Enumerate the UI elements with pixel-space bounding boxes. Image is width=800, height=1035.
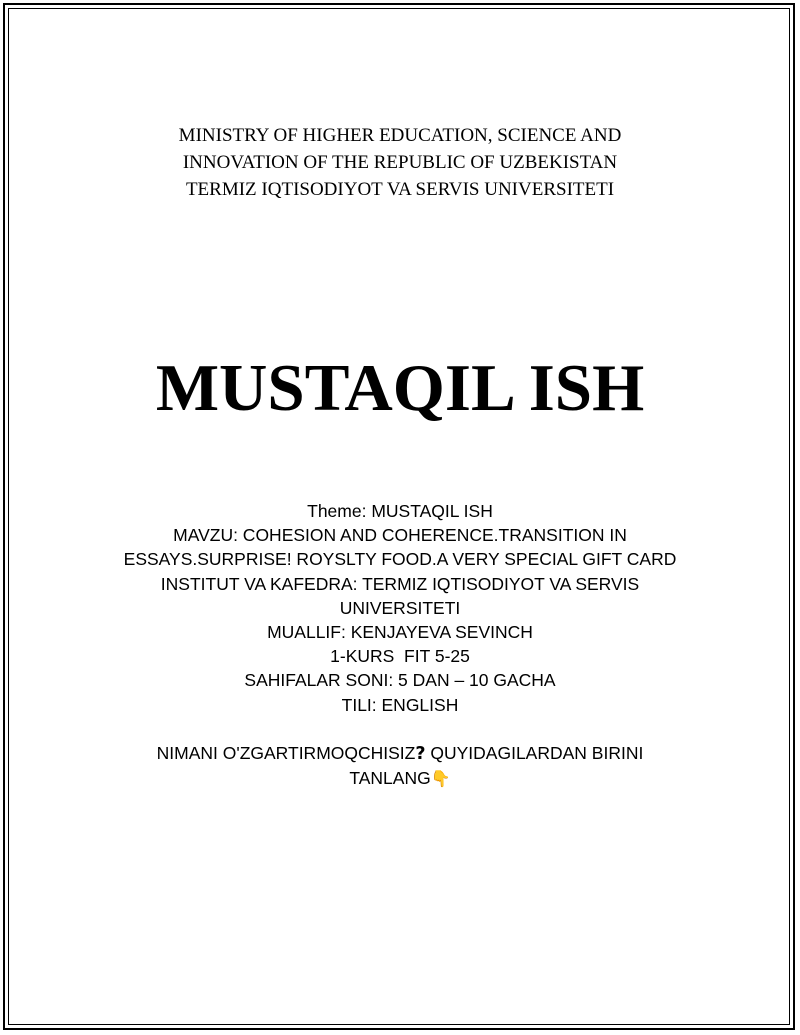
choice-prompt — [0, 741, 800, 791]
detail-mavzu-line1: MAVZU: COHESION AND COHERENCE.TRANSITION IN — [173, 525, 627, 546]
detail-mavzu-line2: ESSAYS.SURPRISE! ROYSLTY FOOD.A VERY SPECIAL GIFT CARD — [123, 549, 677, 570]
detail-institut-line2: UNIVERSITETI — [339, 597, 461, 618]
detail-tili: TILI: ENGLISH — [341, 694, 459, 715]
prompt-line1-rest: QUYIDAGILARDAN BIRINI — [425, 743, 644, 763]
document-details — [0, 499, 800, 717]
prompt-line1 — [0, 741, 800, 766]
document-title: MUSTAQIL ISH — [155, 351, 645, 425]
header-line-ministry: MINISTRY OF HIGHER EDUCATION, SCIENCE AND — [178, 125, 622, 146]
detail-institut-line1: INSTITUT VA KAFEDRA: TERMIZ IQTISODIYOT VA SERVIS — [160, 573, 640, 594]
pointing-down-icon: 👇 — [430, 769, 451, 789]
header-line-university: TERMIZ IQTISODIYOT VA SERVIS UNIVERSITETI — [185, 179, 615, 200]
question-mark-icon: ? — [415, 744, 426, 764]
prompt-line1-text: NIMANI O'ZGARTIRMOQCHISIZ — [156, 743, 416, 763]
prompt-line2-text: TANLANG — [349, 768, 431, 789]
institution-header — [0, 122, 800, 203]
header-line-republic: INNOVATION OF THE REPUBLIC OF UZBEKISTAN — [182, 152, 618, 173]
detail-muallif: MUALLIF: KENJAYEVA SEVINCH — [267, 622, 533, 643]
prompt-line2 — [0, 766, 800, 791]
detail-sahifalar: SAHIFALAR SONI: 5 DAN – 10 GACHA — [244, 670, 556, 691]
detail-theme: Theme: MUSTAQIL ISH — [307, 501, 493, 521]
detail-kurs: 1-KURS FIT 5-25 — [330, 646, 470, 667]
